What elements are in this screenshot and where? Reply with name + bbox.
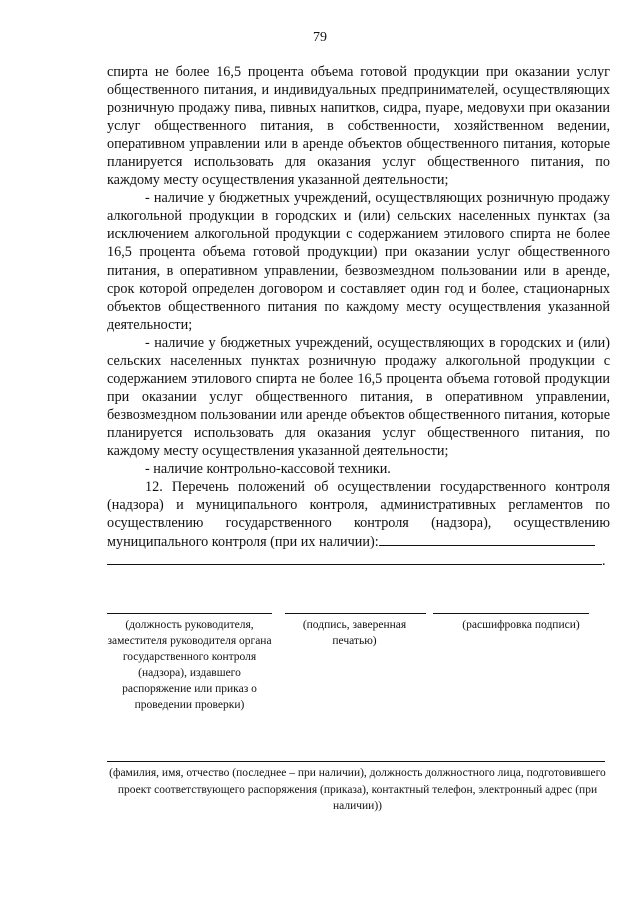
paragraph-4: - наличие контрольно-кассовой техники. (145, 461, 391, 478)
fill-in-line-inline (379, 532, 595, 546)
paragraph-3: - наличие у бюджетных учреждений, осуществляющих в городских и (или) сельских населенных пунктах розничную продажу алкогольной продукции с содержанием этилового спирта не более 16,5 процента объема готовой продукции при оказании услуг общественного питания, в оперативном управлении, безвозмездном пользовании или аренде объектов общественного питания, которые планируется использовать для оказания услуг общественного питания, по каждому месту осуществления указанной деятельности; (107, 334, 610, 459)
decoding-signature-line (433, 613, 589, 614)
paragraph-5 (107, 478, 610, 551)
fill-in-line-row (107, 551, 610, 570)
paragraph-2: - наличие у бюджетных учреждений, осуществляющих розничную продажу алкогольной продукции в городских и (или) сельских населенных пунктах (за исключением алкогольной продукции с содержанием этилового спирта не более 16,5 процента объема готовой продукции) при оказании услуг общественного питания, в оперативном управлении, безвозмездном пользовании или в аренде, срок которой определен договором и составляет один год и более, стационарных объектов общественного питания по каждому месту осуществления указанной деятельности; (107, 190, 610, 333)
trailing-period: . (602, 553, 606, 570)
position-signature-line (107, 613, 272, 614)
decoding-caption: (расшифровка подписи) (462, 619, 580, 631)
footer-signature-line (107, 761, 605, 762)
document-body (107, 63, 610, 570)
footer-caption: (фамилия, имя, отчество (последнее – при наличии), должность должностного лица, подготовившего проект соответствующего распоряжения (приказа), контактный телефон, электронный адрес (при наличии)) (109, 767, 606, 812)
signature-caption: (подпись, заверенная печатью) (302, 619, 407, 647)
page-number: 79 (313, 30, 327, 45)
signature-line (285, 613, 426, 614)
position-caption: (должность руководителя, заместителя руководителя органа государственного контроля (надзора), издавшего распоряжение или приказ о проведении проверки) (107, 619, 272, 711)
paragraph-1: спирта не более 16,5 процента объема готовой продукции при оказании услуг общественного питания, и индивидуальных предпринимателей, осуществляющих розничную продажу пива, пивных напитков, сидра, пуаре, медовухи при оказании услуг общественного питания, в собственности, хозяйственном ведении, оперативном управлении или в аренде объектов общественного питания, которые планируется использовать для оказания услуг общественного питания, по каждому месту осуществления указанной деятельности; (107, 64, 610, 189)
paragraph-5-text: 12. Перечень положений об осуществлении государственного контроля (надзора) и муниципального контроля, административных регламентов по осуществлению государственного контроля (надзора), осуществлению муниципального контроля (при их наличии): (107, 479, 610, 551)
fill-in-line-full (107, 551, 602, 565)
